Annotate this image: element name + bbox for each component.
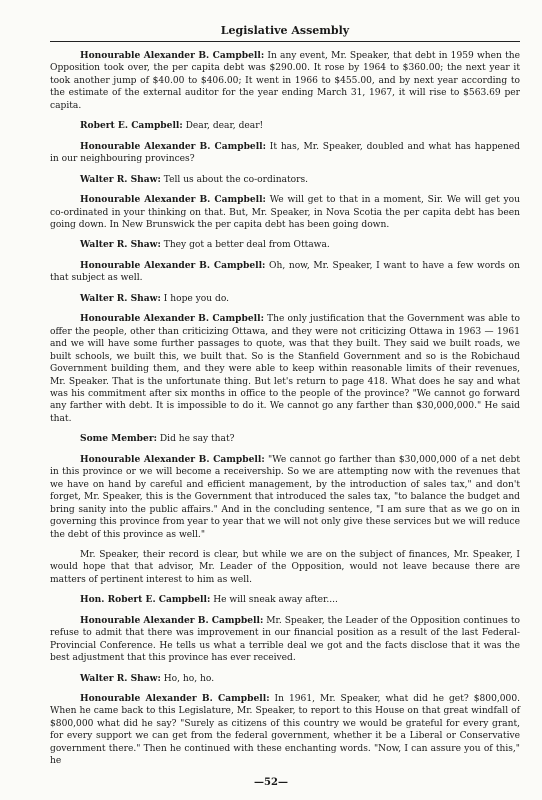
running-header: Legislative Assembly (220, 24, 350, 37)
speech-text: Mr. Speaker, their record is clear, but while we are on the subject of finances, Mr. Speaker, I would hope that that advisor, Mr. Leader of the Opposition, would not leave because there are matters of pertinent interest to him as well. (50, 549, 520, 585)
paragraph (50, 693, 520, 768)
speech-text: "We cannot go farther than $30,000,000 of a net debt in this province or we will become a receivership. So we are attempting now with the revenues that we have on hand by careful and efficient management, by the introduction of sales tax," and don't forget, Mr. Speaker, this is the Government that introduced the sales tax, "to balance the budget and bring sanity into the public affairs." And in the concluding sentence, "I am sure that as we go on in governing this province from year to year that we will not only give these services but we will reduce the debt of this province as well." (50, 454, 520, 540)
paragraph (50, 433, 520, 445)
speech-text: It has, Mr. Speaker, doubled and what has happened in our neighbouring provinces? (50, 141, 520, 165)
speech-text: In any event, Mr. Speaker, that debt in 1959 when the Opposition took over, the per capita debt was $290.00. It rose by 1964 to $360.00; the next year it took another jump of $40.00 to $406.00; It went in 1966 to $455.00, and by next year according to the estimate of the external auditor for the year ending March 31, 1967, it will rise to $563.69 per capita. (50, 51, 520, 111)
speech-text: We will get to that in a moment, Sir. We will get you co-ordinated in your thinking on that. But, Mr. Speaker, in Nova Scotia the per capita debt has been going down. In New Brunswick the per capita debt has been going down. (50, 195, 520, 230)
paragraph (50, 120, 520, 132)
speaker-name: Walter R. Shaw: (80, 672, 161, 684)
speech-text: Tell us about the co-ordinators. (160, 174, 309, 185)
speaker-name: Honourable Alexander B. Campbell: (80, 140, 266, 152)
paragraph (50, 50, 520, 112)
paragraph (50, 260, 520, 285)
paragraph (50, 293, 520, 305)
speaker-name: Walter R. Shaw: (80, 173, 161, 185)
speech-text: Mr. Speaker, the Leader of the Opposition continues to refuse to admit that there was improvement in our financial position as a result of the last Federal-Provincial Conference. He tells us what a terrible deal we got and the facts disclose that it was the best adjustment that this province has ever received. (50, 615, 520, 664)
page-number: —52— (254, 777, 288, 788)
speech-text: They got a better deal from Ottawa. (160, 240, 330, 251)
speech-text: The only justification that the Government was able to offer the people, other than criticizing Ottawa, and they were not criticizing Ottawa in 1963 — 1961 and we will have some further passages to quote, was that they built. They said we built roads, we built schools, we built this, we built that. So is the Stanfield Government and so is the Robichaud Government building them, and they were able to keep within reasonable limits of their revenues, Mr. Speaker. That is the unfortunate thing. But let's return to page 418. What does he say and what was his commitment after six months in office to the people of the province? "We cannot go forward any farther with debt. It is impossible to do it. We cannot go any farther than $30,000,000." He said that. (50, 314, 520, 424)
speech-text: Dear, dear, dear! (182, 121, 264, 132)
paragraph (50, 239, 520, 251)
speech-text: Did he say that? (156, 434, 235, 445)
speaker-name: Walter R. Shaw: (80, 292, 161, 304)
paragraph (50, 454, 520, 541)
speaker-name: Robert E. Campbell: (80, 120, 183, 132)
speaker-name: Honourable Alexander B. Campbell: (80, 313, 264, 325)
paragraph (50, 194, 520, 231)
speaker-name: Honourable Alexander B. Campbell: (80, 693, 270, 705)
speech-text: In 1961, Mr. Speaker, what did he get? $800,000. When he came back to this Legislature, Mr. Speaker, to report to this House on that great windfall of $800,000 what did he say? "Surely as citizens of this country we would be grateful for every grant, for every support we can get from the federal government, whether it be a Liberal or Conservative government there." Then he continued with these enchanting words. "Now, I can assure you of this," he (50, 694, 520, 767)
speaker-name: Some Member: (80, 433, 157, 445)
paragraph (50, 141, 520, 166)
header-rule (50, 41, 520, 42)
speaker-name: Honourable Alexander B. Campbell: (80, 259, 266, 271)
speaker-name: Walter R. Shaw: (80, 239, 161, 251)
speech-text: I hope you do. (160, 293, 230, 304)
paragraph (50, 549, 520, 586)
speaker-name: Honourable Alexander B. Campbell: (80, 453, 265, 465)
paragraph (50, 594, 520, 606)
speaker-name: Honourable Alexander B. Campbell: (80, 194, 266, 206)
speech-text: Ho, ho, ho. (160, 673, 215, 684)
paragraph (50, 313, 520, 425)
paragraph (50, 673, 520, 685)
paragraph (50, 615, 520, 665)
speech-text: Oh, now, Mr. Speaker, I want to have a few words on that subject as well. (50, 260, 520, 284)
transcript-body (50, 50, 520, 768)
speaker-name: Honourable Alexander B. Campbell: (80, 50, 265, 61)
speaker-name: Hon. Robert E. Campbell: (80, 594, 211, 606)
paragraph (50, 174, 520, 186)
speech-text: He will sneak away after.... (210, 595, 338, 606)
speaker-name: Honourable Alexander B. Campbell: (80, 614, 264, 626)
